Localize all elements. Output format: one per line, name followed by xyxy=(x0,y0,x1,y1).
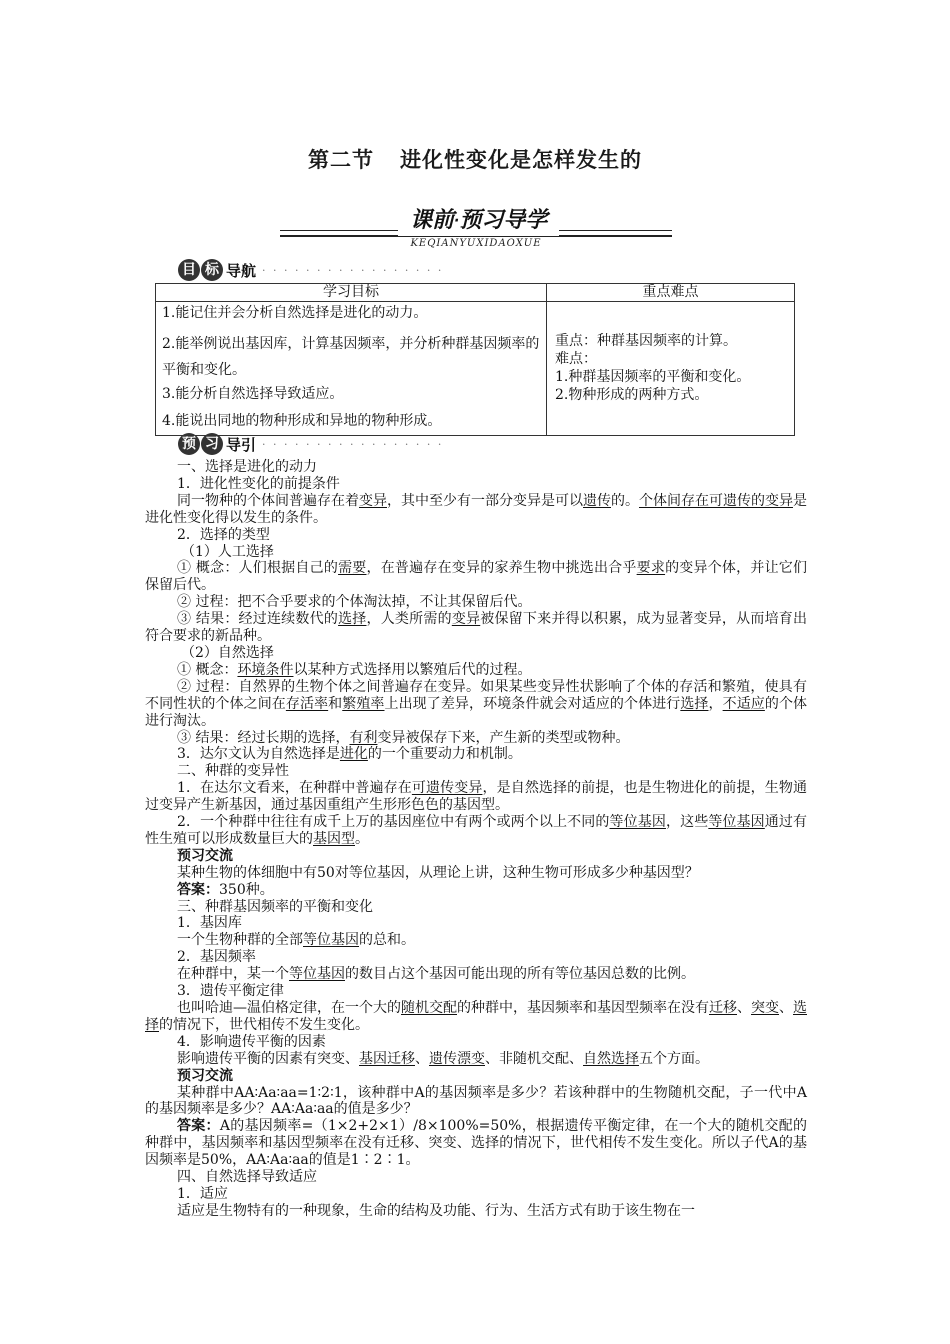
heading-1: 三、种群基因频率的平衡和变化 xyxy=(177,898,373,915)
section-number: 第二节 xyxy=(308,148,374,172)
table-row xyxy=(156,302,795,436)
heading-3: （2）自然选择 xyxy=(181,644,274,661)
paragraph: 同一物种的个体间普遍存在着变异，其中至少有一部分变异是可以遗传的。个体间存在可遗传的变异是进化性变化得以发生的条件。 xyxy=(145,492,807,526)
paragraph: ③ 结果：经过长期的选择，有利变异被保存下来，产生新的类型或物种。 xyxy=(177,729,630,746)
heading-2: 1．基因库 xyxy=(177,915,242,932)
header-key-points: 重点难点 xyxy=(547,284,795,302)
exercise-title: 预习交流 xyxy=(177,847,233,864)
key-points-cell xyxy=(547,302,795,436)
objectives-table xyxy=(155,283,795,436)
banner-pinyin: KEQIANYUXIDAOXUE xyxy=(410,238,542,249)
goal-item: 1.能记住并会分析自然选择是进化的动力。 xyxy=(162,305,428,321)
page-title xyxy=(0,144,950,174)
heading-1: 四、自然选择导致适应 xyxy=(177,1169,317,1186)
goal-marker: 目 标 导航 · · · · · · · · · · · · · · · · · xyxy=(178,257,443,283)
exercise-title: 预习交流 xyxy=(177,1067,233,1084)
paragraph: ② 过程：自然界的生物个体之间普遍存在变异。如果某些变异性状影响了个体的存活和繁殖，使具有不同性状的个体之间在存活率和繁殖率上出现了差异，环境条件就会对适应的个体进行选择，不适应的个体进行淘汰。 xyxy=(145,678,808,729)
key-point: 重点：种群基因频率的计算。 xyxy=(555,333,737,349)
dotted-leader: · · · · · · · · · · · · · · · · · xyxy=(262,437,444,451)
exercise-question: 某种生物的体细胞中有50对等位基因，从理论上讲，这种生物可形成多少种基因型？ xyxy=(177,864,699,881)
exercise-answer: 答案：A的基因频率=（1×2+2×1）/8×100%=50%，根据遗传平衡定律，在一个大的随机交配的种群中，基因频率和基因型频率在没有迁移、突变、选择的情况下，世代相传不发生变化。所以子代A的基因频率是50%，AA∶Aa∶aa的值是1∶2∶1。 xyxy=(145,1118,807,1169)
section-title: 进化性变化是怎样发生的 xyxy=(400,148,642,172)
paragraph: 适应是生物特有的一种现象，生命的结构及功能、行为、生活方式有助于该生物在一 xyxy=(177,1202,695,1219)
paragraph: ① 概念：环境条件以某种方式选择用以繁殖后代的过程。 xyxy=(177,661,532,678)
difficulty-item: 2.物种形成的两种方式。 xyxy=(555,387,709,403)
preview-marker: 预 习 导引 · · · · · · · · · · · · · · · · · xyxy=(178,431,443,457)
marker-chip: 习 xyxy=(201,433,223,455)
difficulty-item: 1.种群基因频率的平衡和变化。 xyxy=(555,369,751,385)
learning-goals-cell xyxy=(156,302,547,436)
heading-2: 2．选择的类型 xyxy=(177,526,270,543)
marker-chip: 预 xyxy=(178,433,200,455)
exercise-answer: 答案：350种。 xyxy=(177,881,274,898)
body-text xyxy=(145,459,807,1220)
paragraph: 影响遗传平衡的因素有突变、基因迁移、遗传漂变、非随机交配、自然选择五个方面。 xyxy=(177,1050,709,1067)
heading-2: 2．基因频率 xyxy=(177,949,256,966)
paragraph: ③ 结果：经过连续数代的选择，人类所需的变异被保留下来并得以积累，成为显著变异，从而培育出符合要求的新品种。 xyxy=(145,611,808,645)
heading-2: 3．遗传平衡定律 xyxy=(177,983,284,1000)
heading-2: 4．影响遗传平衡的因素 xyxy=(177,1033,326,1050)
paragraph: 3．达尔文认为自然选择是进化的一个重要动力和机制。 xyxy=(177,746,522,763)
heading-2: 1．进化性变化的前提条件 xyxy=(177,475,340,492)
paragraph: 也叫哈迪—温伯格定律，在一个大的随机交配的种群中，基因频率和基因型频率在没有迁移、突变、选择的情况下，世代相传不发生变化。 xyxy=(145,1000,807,1033)
table-header-row xyxy=(156,284,795,302)
exercise-question: 某种群中AA∶Aa∶aa=1∶2∶1，该种群中A的基因频率是多少？若该种群中的生物随机交配，子一代中A的基因频率是多少？AA∶Aa∶aa的值是多少？ xyxy=(145,1084,807,1118)
goal-item: 3.能分析自然选择导致适应。 xyxy=(162,386,344,402)
goal-item: 4.能说出同地的物种形成和异地的物种形成。 xyxy=(162,413,442,429)
header-learning-goals: 学习目标 xyxy=(156,284,547,302)
difficulty-label: 难点： xyxy=(555,351,597,367)
heading-1: 二、种群的变异性 xyxy=(177,763,289,780)
paragraph: 2．一个种群中往往有成千上万的基因座位中有两个或两个以上不同的等位基因，这些等位基因通过有性生殖可以形成数量巨大的基因型。 xyxy=(145,814,808,847)
paragraph: 1．在达尔文看来，在种群中普遍存在可遗传变异，是自然选择的前提，也是生物进化的前提，生物通过变异产生新基因，通过基因重组产生形形色色的基因型。 xyxy=(145,780,808,814)
paragraph: 一个生物种群的全部等位基因的总和。 xyxy=(177,932,415,949)
banner-heading: 课前·预习导学 xyxy=(398,206,559,236)
goal-item: 2.能举例说出基因库，计算基因频率，并分析种群基因频率的平衡和变化。 xyxy=(162,336,540,378)
heading-3: （1）人工选择 xyxy=(181,543,274,560)
paragraph: ② 过程：把不合乎要求的个体淘汰掉，不让其保留后代。 xyxy=(177,594,532,611)
dotted-leader: · · · · · · · · · · · · · · · · · xyxy=(262,263,444,277)
heading-2: 1．适应 xyxy=(177,1185,228,1202)
paragraph: ① 概念：人们根据自己的需要，在普遍存在变异的家养生物中挑选出合乎要求的变异个体，并让它们保留后代。 xyxy=(145,560,808,594)
heading-1: 一、选择是进化的动力 xyxy=(177,459,317,475)
marker-chip: 目 xyxy=(178,259,200,281)
section-banner xyxy=(280,206,672,254)
marker-chip: 标 xyxy=(201,259,223,281)
paragraph: 在种群中，某一个等位基因的数目占这个基因可能出现的所有等位基因总数的比例。 xyxy=(177,966,695,983)
